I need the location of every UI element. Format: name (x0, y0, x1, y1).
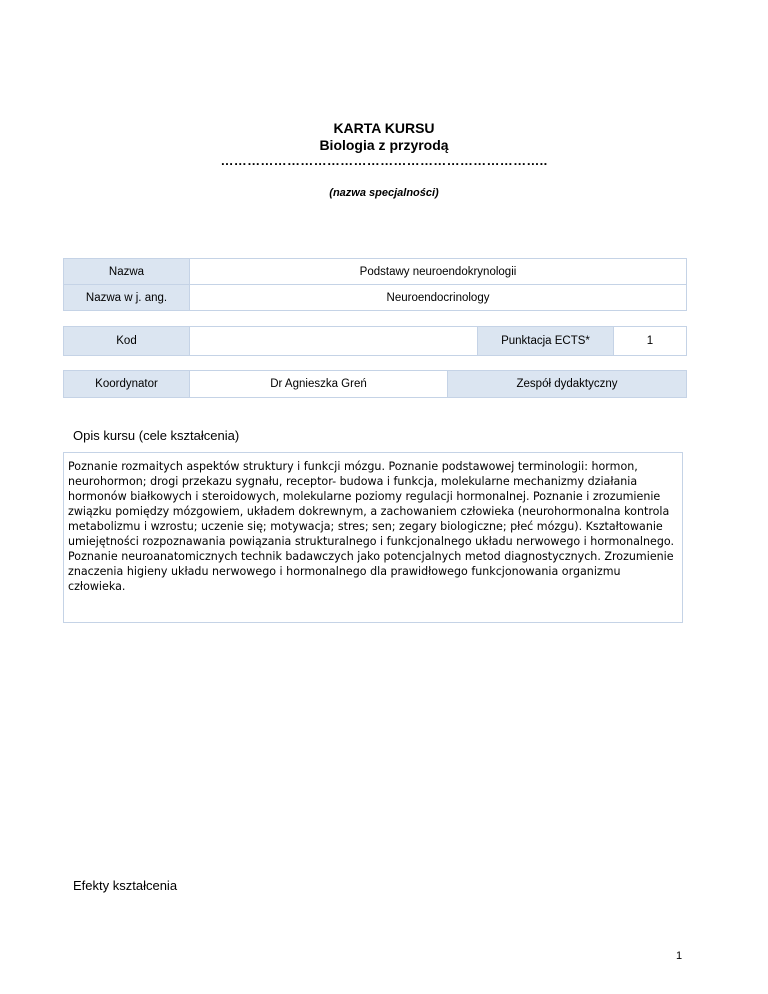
outcomes-heading: Efekty kształcenia (73, 878, 178, 893)
table-row (64, 371, 687, 398)
table-row (64, 285, 687, 311)
team-label: Zespół dydaktyczny (448, 371, 687, 398)
name-label: Nazwa (64, 259, 190, 285)
description-heading: Opis kursu (cele kształcenia) (73, 428, 240, 443)
coordinator-table (63, 370, 687, 398)
coordinator-label: Koordynator (64, 371, 190, 398)
table-row (64, 259, 687, 285)
code-value (190, 327, 478, 356)
name-table (63, 258, 687, 311)
coordinator-value: Dr Agnieszka Greń (190, 371, 448, 398)
page-number: 1 (676, 950, 683, 962)
specialization-hint: (nazwa specjalności) (329, 187, 439, 199)
program-name: Biologia z przyrodą (319, 137, 449, 153)
document-title: KARTA KURSU (333, 120, 435, 136)
name-value: Podstawy neuroendokrynologii (190, 259, 687, 285)
name-en-value: Neuroendocrinology (190, 285, 687, 311)
name-en-label: Nazwa w j. ang. (64, 285, 190, 311)
code-table (63, 326, 687, 356)
ects-value: 1 (614, 327, 687, 356)
course-description: Poznanie rozmaitych aspektów struktury i funkcji mózgu. Poznanie podstawowej terminologii: hormon, neurohormon; drogi przekazu sygnału, receptor- budowa i funkcja, molekularne mechanizmy działania hormonów białkowych i steroidowych, molekularne poziomy regulacji hormonalnej. Poznanie i zrozumienie związku pomiędzy mózgowiem, układem dokrewnym, a zachowaniem człowieka (neurohormonalna kontrola metabolizmu i wzrostu; uczenie się; motywacja; stres; sen; zegary biologiczne; płeć mózgu). Kształtowanie umiejętności rozpoznawania powiązania strukturalnego i funkcjonalnego układu nerwowego i hormonalnego. Poznanie neuroanatomicznych technik badawczych jako potencjalnych metod diagnostycznych. Zrozumienie znaczenia higieny układu nerwowego i hormonalnego dla prawidłowego funkcjonowania organizmu człowieka. (63, 452, 683, 623)
dotted-line: ……………………………………………………………….. (220, 153, 548, 168)
table-row (64, 327, 687, 356)
ects-label: Punktacja ECTS* (478, 327, 614, 356)
code-label: Kod (64, 327, 190, 356)
